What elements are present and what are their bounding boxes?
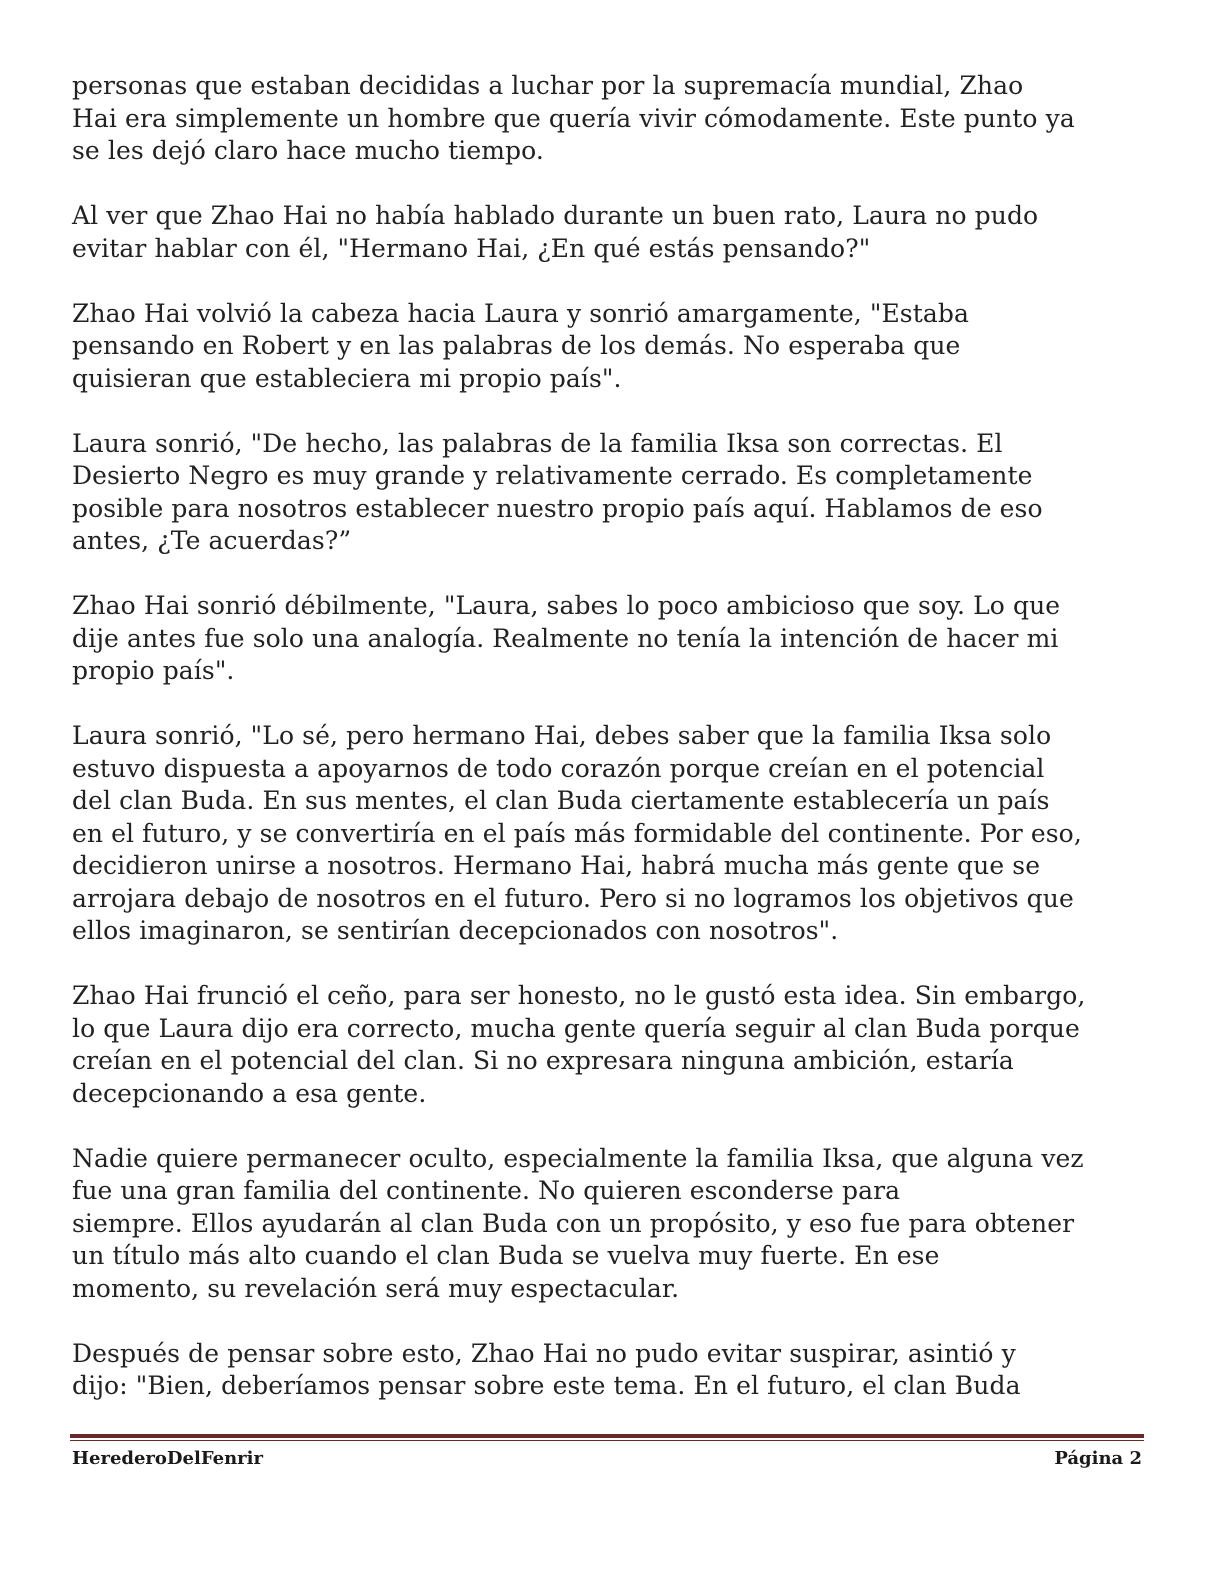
body-text — [72, 70, 1152, 1435]
page-footer — [72, 1448, 1142, 1474]
paragraph-9: Después de pensar sobre esto, Zhao Hai no pudo evitar suspirar, asintió y dijo: "Bien, deberíamos pensar sobre este tema. En el futuro, el clan Buda — [72, 1338, 1021, 1400]
footer-divider-thin — [70, 1440, 1144, 1441]
footer-divider-thick — [70, 1434, 1144, 1438]
paragraph-1: personas que estaban decididas a luchar por la supremacía mundial, Zhao Hai era simplemente un hombre que quería vivir cómodamente. Este punto ya se les dejó claro hace mucho tiempo. — [72, 71, 1075, 165]
footer-divider — [70, 1434, 1144, 1442]
paragraph-4: Laura sonrió, "De hecho, las palabras de la familia Iksa son correctas. El Desierto Negro es muy grande y relativamente cerrado. Es completamente posible para nosotros establecer nuestro propio país aquí. Hablamos de eso antes, ¿Te acuerdas?” — [72, 428, 1043, 555]
paragraph-3: Zhao Hai volvió la cabeza hacia Laura y sonrió amargamente, "Estaba pensando en Robert y en las palabras de los demás. No esperaba que quisieran que estableciera mi propio país". — [72, 298, 969, 393]
paragraph-7: Zhao Hai frunció el ceño, para ser honesto, no le gustó esta idea. Sin embargo, lo que Laura dijo era correcto, mucha gente quería seguir al clan Buda porque creían en el potencial del clan. Si no expresara ninguna ambición, estaría decepcionando a esa gente. — [72, 981, 1086, 1108]
paragraph-2: Al ver que Zhao Hai no había hablado durante un buen rato, Laura no pudo evitar hablar con él, "Hermano Hai, ¿En qué estás pensando?" — [72, 201, 1039, 263]
footer-page-number: Página 2 — [1054, 1448, 1142, 1469]
footer-author: HerederoDelFenrir — [72, 1448, 263, 1469]
paragraph-5: Zhao Hai sonrió débilmente, "Laura, sabes lo poco ambicioso que soy. Lo que dije antes fue solo una analogía. Realmente no tenía la intención de hacer mi propio país". — [72, 591, 1061, 685]
paragraph-6: Laura sonrió, "Lo sé, pero hermano Hai, debes saber que la familia Iksa solo estuvo dispuesta a apoyarnos de todo corazón porque creían en el potencial del clan Buda. En sus mentes, el clan Buda ciertamente establecería un país en el futuro, y se convertiría en el país más formidable del continente. Por eso, decidieron unirse a nosotros. Hermano Hai, habrá mucha más gente que se arrojara debajo de nosotros en el futuro. Pero si no logramos los objetivos que ellos imaginaron, se sentirían decepcionados con nosotros". — [72, 721, 1082, 945]
paragraph-8: Nadie quiere permanecer oculto, especialmente la familia Iksa, que alguna vez fue una gran familia del continente. No quieren esconderse para siempre. Ellos ayudarán al clan Buda con un propósito, y eso fue para obtener un título más alto cuando el clan Buda se vuelva muy fuerte. En ese momento, su revelación será muy espectacular. — [72, 1143, 1084, 1303]
